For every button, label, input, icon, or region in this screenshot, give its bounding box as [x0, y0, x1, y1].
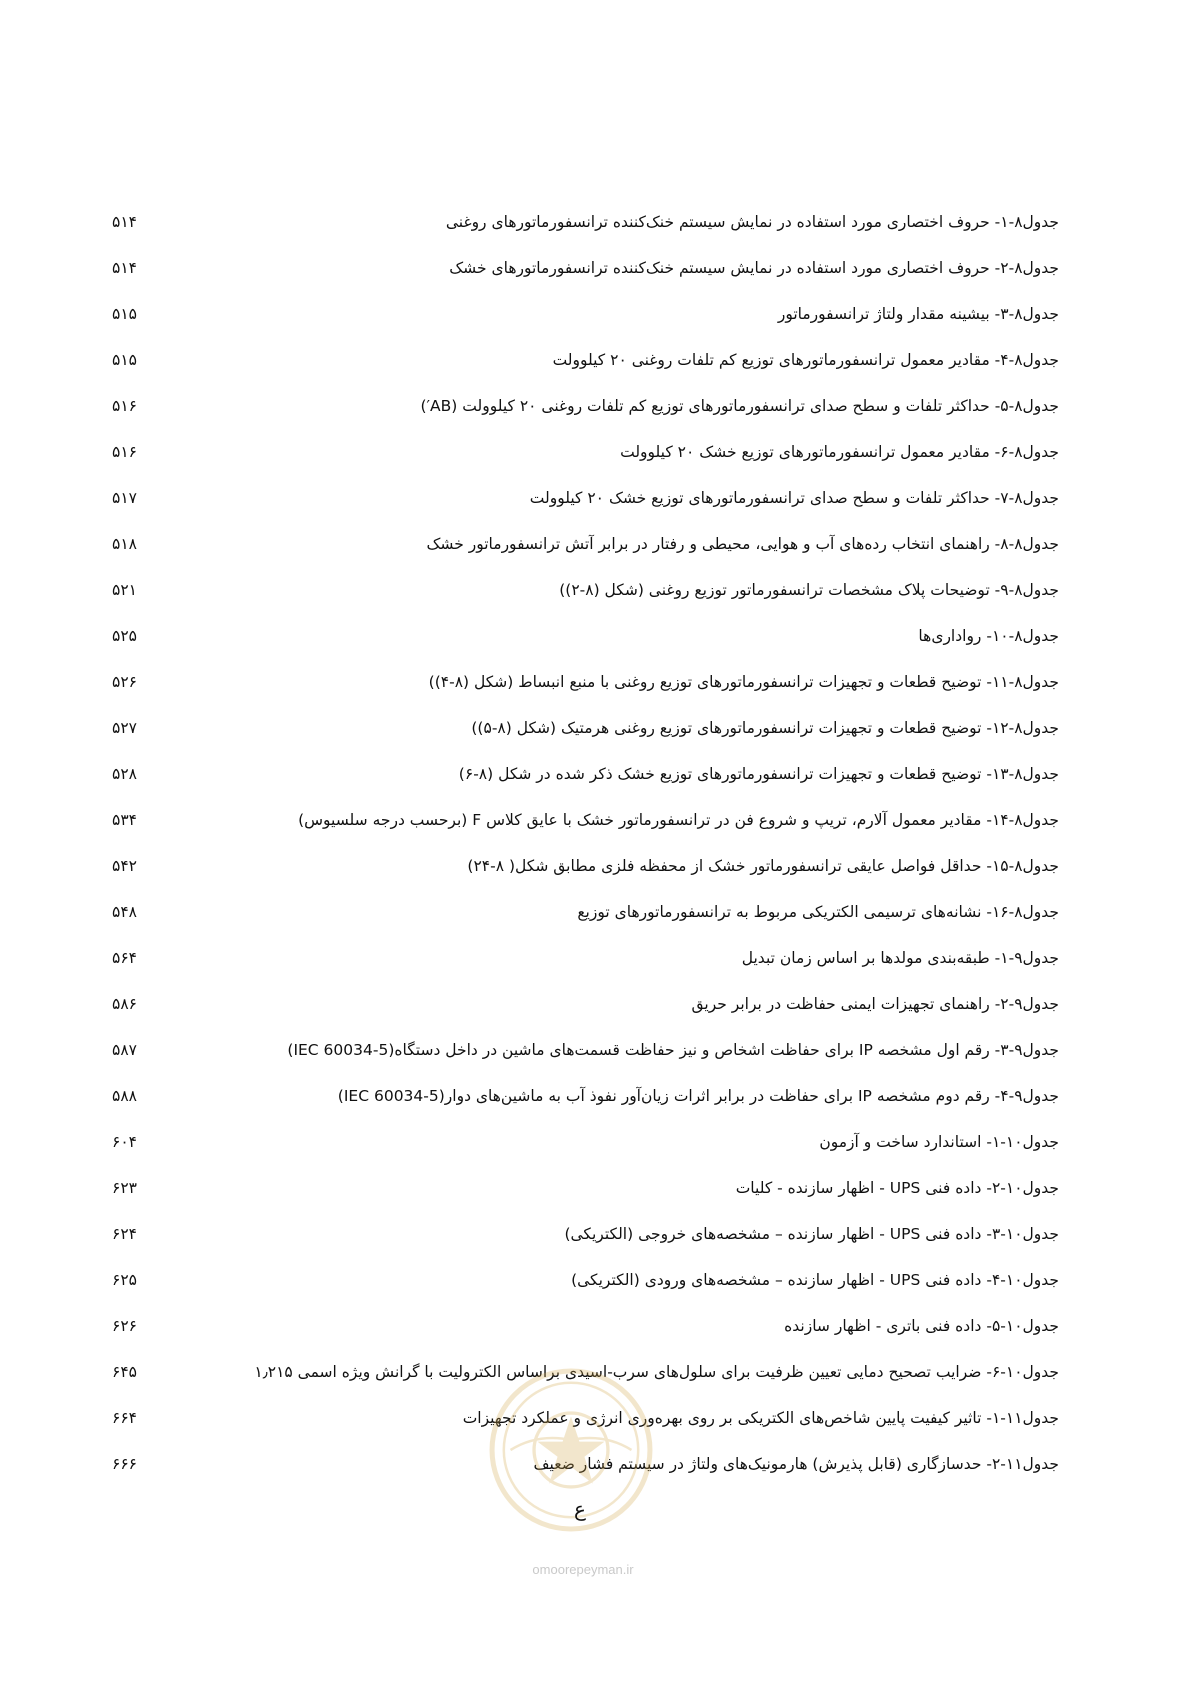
toc-entry-page: ۵۱۶	[112, 397, 137, 415]
toc-entry[interactable]	[0, 855, 1191, 901]
toc-entry-title: جدول۸-۱۳- توضیح قطعات و تجهیزات ترانسفورماتورهای توزیع خشک ذکر شده در شکل (۸-۶)	[458, 765, 1059, 783]
toc-entry-page: ۶۶۶	[112, 1455, 137, 1473]
toc-entry-title: جدول۹-۳- رقم اول مشخصه IP برای حفاظت اشخاص و نیز حفاظت قسمت‌های ماشین در داخل دستگاه(IEC 60034-5)	[287, 1041, 1059, 1059]
toc-entry-title: جدول۸-۶- مقادیر معمول ترانسفورماتورهای توزیع خشک ۲۰ کیلوولت	[620, 443, 1059, 461]
toc-entry-page: ۵۱۵	[112, 305, 137, 323]
toc-entry-title: جدول۱۰-۳- داده فنی UPS - اظهار سازنده – مشخصه‌های خروجی (الکتریکی)	[564, 1225, 1059, 1243]
toc-entry-title: جدول۸-۱۶- نشانه‌های ترسیمی الکتریکی مربوط به ترانسفورماتورهای توزیع	[577, 903, 1059, 921]
toc-entry-title: جدول۸-۵- حداکثر تلفات و سطح صدای ترانسفورماتورهای توزیع کم تلفات روغنی ۲۰ کیلوولت (AB′)	[420, 397, 1059, 415]
toc-entry[interactable]	[0, 1223, 1191, 1269]
toc-entry-page: ۶۰۴	[112, 1133, 137, 1151]
toc-entry[interactable]	[0, 257, 1191, 303]
toc-entry-page: ۶۲۳	[112, 1179, 137, 1197]
toc-entry-title: جدول۸-۱۲- توضیح قطعات و تجهیزات ترانسفورماتورهای توزیع روغنی هرمتیک (شکل (۸-۵))	[471, 719, 1059, 737]
toc-entry[interactable]	[0, 1269, 1191, 1315]
toc-entry-page: ۵۴۲	[112, 857, 137, 875]
toc-entry-page: ۵۲۱	[112, 581, 137, 599]
toc-entry-title: جدول۱۰-۲- داده فنی UPS - اظهار سازنده - کلیات	[735, 1179, 1059, 1197]
toc-entry[interactable]	[0, 487, 1191, 533]
watermark-url: omoorepeyman.ir	[532, 1562, 634, 1577]
toc-entry-page: ۵۲۵	[112, 627, 137, 645]
toc-entry-title: جدول۸-۱۴- مقادیر معمول آلارم، تریپ و شروع فن در ترانسفورماتور خشک با عایق کلاس F (برحسب درجه سلسیوس)	[298, 811, 1059, 829]
toc-entry-page: ۵۱۶	[112, 443, 137, 461]
toc-entry-page: ۶۲۶	[112, 1317, 137, 1335]
toc-entry[interactable]	[0, 1131, 1191, 1177]
toc-entry[interactable]	[0, 211, 1191, 257]
toc-entry-page: ۵۱۵	[112, 351, 137, 369]
toc-entry-page: ۶۲۴	[112, 1225, 137, 1243]
toc-entry-title: جدول۸-۹- توضیحات پلاک مشخصات ترانسفورماتور توزیع روغنی (شکل (۸-۲))	[559, 581, 1059, 599]
toc-entry[interactable]	[0, 717, 1191, 763]
toc-entry-page: ۵۸۷	[112, 1041, 137, 1059]
toc-entry-title: جدول۹-۴- رقم دوم مشخصه IP برای حفاظت در برابر اثرات زیان‌آور نفوذ آب به ماشین‌های دوار(IEC 60034-5)	[337, 1087, 1059, 1105]
toc-entry[interactable]	[0, 993, 1191, 1039]
toc-entry-title: جدول۱۱-۲- حدسازگاری (قابل پذیرش) هارمونیک‌های ولتاژ در سیستم فشار ضعیف	[533, 1455, 1059, 1473]
toc-entry-page: ۶۴۵	[112, 1363, 137, 1381]
toc-entry-title: جدول۸-۲- حروف اختصاری مورد استفاده در نمایش سیستم خنک‌کننده ترانسفورماتورهای خشک	[449, 259, 1059, 277]
toc-entry-title: جدول۸-۴- مقادیر معمول ترانسفورماتورهای توزیع کم تلفات روغنی ۲۰ کیلوولت	[552, 351, 1059, 369]
toc-entry-page: ۶۲۵	[112, 1271, 137, 1289]
toc-entry-page: ۵۶۴	[112, 949, 137, 967]
toc-entry-page: ۵۱۷	[112, 489, 137, 507]
toc-entry-page: ۵۳۴	[112, 811, 137, 829]
toc-entry[interactable]	[0, 395, 1191, 441]
toc-entry-title: جدول۸-۱۰- رواداری‌ها	[918, 627, 1059, 645]
toc-entry-title: جدول۸-۱- حروف اختصاری مورد استفاده در نمایش سیستم خنک‌کننده ترانسفورماتورهای روغنی	[445, 213, 1059, 231]
toc-entry-title: جدول۱۰-۴- داده فنی UPS - اظهار سازنده – مشخصه‌های ورودی (الکتریکی)	[571, 1271, 1059, 1289]
toc-entry-title: جدول۱۰-۱- استاندارد ساخت و آزمون	[819, 1133, 1059, 1151]
toc-entry-page: ۵۲۸	[112, 765, 137, 783]
toc-entry-page: ۵۲۷	[112, 719, 137, 737]
toc-entry-title: جدول۸-۷- حداکثر تلفات و سطح صدای ترانسفورماتورهای توزیع خشک ۲۰ کیلوولت	[529, 489, 1059, 507]
toc-entry[interactable]	[0, 947, 1191, 993]
toc-entry-page: ۵۱۴	[112, 259, 137, 277]
toc-entry-title: جدول۸-۱۱- توضیح قطعات و تجهیزات ترانسفورماتورهای توزیع روغنی با منبع انبساط (شکل (۸-۴))	[428, 673, 1059, 691]
toc-entry[interactable]	[0, 349, 1191, 395]
toc-entry[interactable]	[0, 1085, 1191, 1131]
toc-entry-title: جدول۹-۲- راهنمای تجهیزات ایمنی حفاظت در برابر حریق	[691, 995, 1059, 1013]
toc-entry-page: ۵۸۶	[112, 995, 137, 1013]
toc-entry[interactable]	[0, 625, 1191, 671]
toc-entry[interactable]	[0, 441, 1191, 487]
toc-entry-title: جدول۸-۸- راهنمای انتخاب رده‌های آب و هوایی، محیطی و رفتار در برابر آتش ترانسفورماتور خشک	[426, 535, 1059, 553]
toc-entry[interactable]	[0, 1039, 1191, 1085]
toc-entry-page: ۵۲۶	[112, 673, 137, 691]
toc-entry[interactable]	[0, 671, 1191, 717]
toc-entry-page: ۵۸۸	[112, 1087, 137, 1105]
toc-entry[interactable]	[0, 1177, 1191, 1223]
toc-entry[interactable]	[0, 1315, 1191, 1361]
toc-entry[interactable]	[0, 303, 1191, 349]
table-of-contents	[0, 211, 1191, 1499]
toc-entry-title: جدول۸-۳- بیشینه مقدار ولتاژ ترانسفورماتور	[777, 305, 1059, 323]
toc-entry[interactable]	[0, 763, 1191, 809]
toc-entry-page: ۵۱۴	[112, 213, 137, 231]
toc-entry-title: جدول۸-۱۵- حداقل فواصل عایقی ترانسفورماتور خشک از محفظه فلزی مطابق شکل( ۸-۲۴)	[467, 857, 1059, 875]
toc-entry-title: جدول۹-۱- طبقه‌بندی مولدها بر اساس زمان تبدیل	[741, 949, 1059, 967]
toc-entry[interactable]	[0, 809, 1191, 855]
toc-entry-page: ۵۴۸	[112, 903, 137, 921]
toc-entry-title: جدول۱۱-۱- تاثیر کیفیت پایین شاخص‌های الکتریکی بر روی بهره‌وری انرژی و عملکرد تجهیزات	[462, 1409, 1059, 1427]
page-number: ع	[574, 1497, 586, 1521]
toc-entry-page: ۵۱۸	[112, 535, 137, 553]
toc-entry-title: جدول۱۰-۵- داده فنی باتری - اظهار سازنده	[784, 1317, 1059, 1335]
toc-entry[interactable]	[0, 901, 1191, 947]
toc-entry[interactable]	[0, 579, 1191, 625]
toc-entry-title: جدول۱۰-۶- ضرایب تصحیح دمایی تعیین ظرفیت برای سلول‌های سرب-اسیدی براساس الکترولیت با گرانش ویژه اسمی ۱٫۲۱۵	[254, 1363, 1059, 1381]
toc-entry-page: ۶۶۴	[112, 1409, 137, 1427]
toc-entry[interactable]	[0, 533, 1191, 579]
